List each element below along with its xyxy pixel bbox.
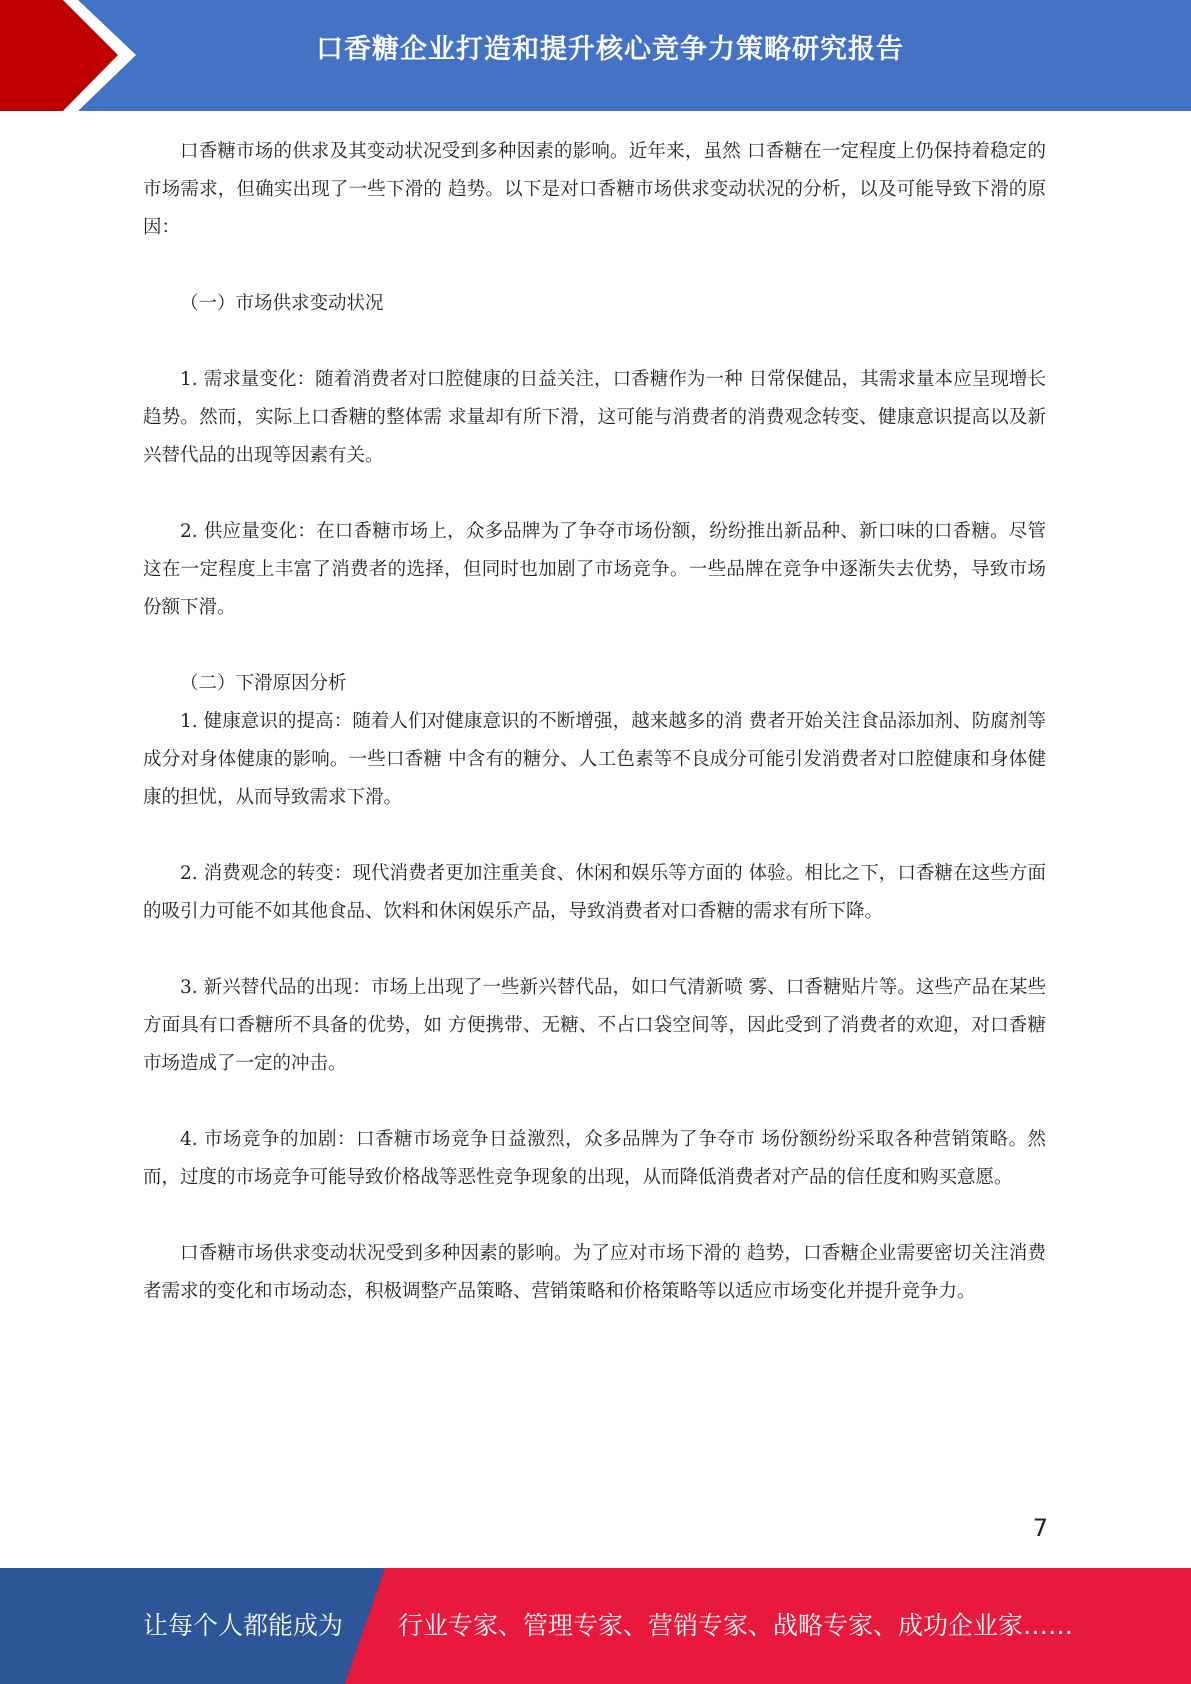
page-header [0,0,1191,111]
section-heading-supply-demand: （一）市场供求变动状况 [180,293,384,314]
header-title: 口香糖企业打造和提升核心竞争力策略研究报告 [316,34,904,65]
document-body [143,133,1046,1311]
intro-paragraph: 口香糖市场的供求及其变动状况受到多种因素的影响。近年来，虽然 口香糖在一定程度上仍保持着稳定的市场需求，但确实出现了一些下滑的 趋势。以下是对口香糖市场供求变动状况的分析，以及可能导致下滑的原因： [143,141,1046,238]
paragraph-demand-change: 1. 需求量变化：随着消费者对口腔健康的日益关注，口香糖作为一种 日常保健品，其需求量本应呈现增长趋势。然而，实际上口香糖的整体需 求量却有所下滑，这可能与消费者的消费观念转变、健康意识提高以及新兴替代品的出现等因素有关。 [143,369,1046,466]
paragraph-substitutes: 3. 新兴替代品的出现：市场上出现了一些新兴替代品，如口气清新喷 雾、口香糖贴片等。这些产品在某些方面具有口香糖所不具备的优势，如 方便携带、无糖、不占口袋空间等，因此受到了消费者的欢迎，对口香糖市场造成了一定的冲击。 [143,977,1046,1074]
section-heading-decline-reasons: （二）下滑原因分析 [180,673,347,694]
paragraph-health-awareness: 1. 健康意识的提高：随着人们对健康意识的不断增强，越来越多的消 费者开始关注食品添加剂、防腐剂等成分对身体健康的影响。一些口香糖 中含有的糖分、人工色素等不良成分可能引发消费者对口腔健康和身体健康的担忧，从而导致需求下滑。 [143,711,1046,808]
footer-slogan-right: 行业专家、管理专家、营销专家、战略专家、成功企业家…… [398,1611,1074,1640]
paragraph-competition: 4. 市场竞争的加剧：口香糖市场竞争日益激烈，众多品牌为了争夺市 场份额纷纷采取各种营销策略。然而，过度的市场竞争可能导致价格战等恶性竞争现象的出现，从而降低消费者对产品的信任度和购买意愿。 [143,1129,1046,1188]
page-footer [0,1568,1191,1684]
page-number: 7 [1032,1514,1048,1542]
conclusion-paragraph: 口香糖市场供求变动状况受到多种因素的影响。为了应对市场下滑的 趋势，口香糖企业需要密切关注消费者需求的变化和市场动态，积极调整产品策略、营销策略和价格策略等以适应市场变化并提升竞争力。 [143,1243,1046,1302]
paragraph-consumption-concept: 2. 消费观念的转变：现代消费者更加注重美食、休闲和娱乐等方面的 体验。相比之下，口香糖在这些方面的吸引力可能不如其他食品、饮料和休闲娱乐产品，导致消费者对口香糖的需求有所下降。 [143,863,1046,922]
header-arrow-decoration [0,0,150,111]
footer-slogan-left: 让每个人都能成为 [143,1611,344,1640]
paragraph-supply-change: 2. 供应量变化：在口香糖市场上，众多品牌为了争夺市场份额，纷纷推出新品种、新口味的口香糖。尽管这在一定程度上丰富了消费者的选择，但同时也加剧了市场竞争。一些品牌在竞争中逐渐失去优势，导致市场份额下滑。 [143,521,1046,618]
